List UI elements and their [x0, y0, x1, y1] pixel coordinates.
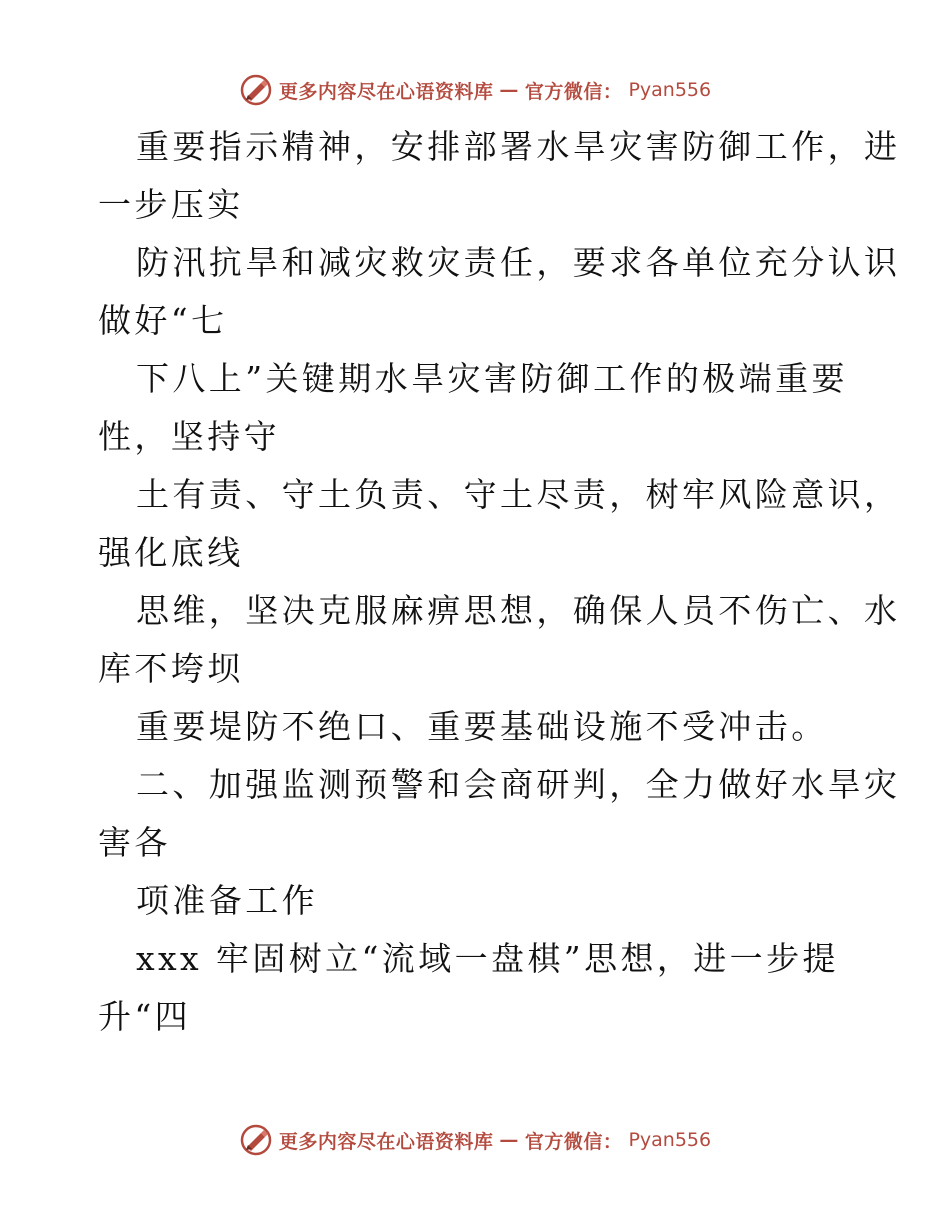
text-line: 性，坚持守: [98, 417, 280, 456]
text-line: 土有责、守土负责、守土尽责，树牢风险意识，: [136, 475, 901, 514]
text-line: 强化底线: [98, 533, 244, 572]
pen-logo-icon: [239, 73, 273, 107]
footer-wechat-label: 官方微信：: [524, 1130, 623, 1153]
text-line: 防汛抗旱和减灾救灾责任，要求各单位充分认识: [136, 243, 901, 282]
header-wechat-id: Pyan556: [628, 79, 712, 101]
text-line: 做好“七: [98, 301, 228, 340]
footer-banner-text: 更多内容尽在心语资料库: [278, 1130, 494, 1153]
text-line: 思维，坚决克服麻痹思想，确保人员不伤亡、水: [136, 591, 901, 630]
text-line: 一步压实: [98, 185, 244, 224]
text-line: 重要指示精神，安排部署水旱灾害防御工作，进: [136, 127, 901, 166]
text-line: 升“四: [98, 997, 192, 1036]
pen-logo-icon: [239, 1123, 273, 1157]
document-body: [98, 118, 901, 1046]
footer-banner-separator: —: [499, 1129, 519, 1151]
header-banner: [0, 70, 950, 110]
section-heading-line: 害各: [98, 823, 171, 862]
section-heading-line: 二、加强监测预警和会商研判，全力做好水旱灾: [136, 765, 901, 804]
section-heading-line: 项准备工作: [136, 881, 318, 920]
header-wechat-label: 官方微信：: [524, 80, 623, 103]
footer-banner: [0, 1120, 950, 1160]
footer-wechat-id: Pyan556: [628, 1129, 712, 1151]
header-banner-text: 更多内容尽在心语资料库: [278, 80, 494, 103]
text-line: 重要堤防不绝口、重要基础设施不受冲击。: [136, 707, 828, 746]
text-line: 下八上”关键期水旱灾害防御工作的极端重要: [136, 359, 848, 398]
header-banner-separator: —: [499, 79, 519, 101]
text-line: 库不垮坝: [98, 649, 244, 688]
text-line: xxx 牢固树立“流域一盘棋”思想，进一步提: [136, 939, 839, 978]
